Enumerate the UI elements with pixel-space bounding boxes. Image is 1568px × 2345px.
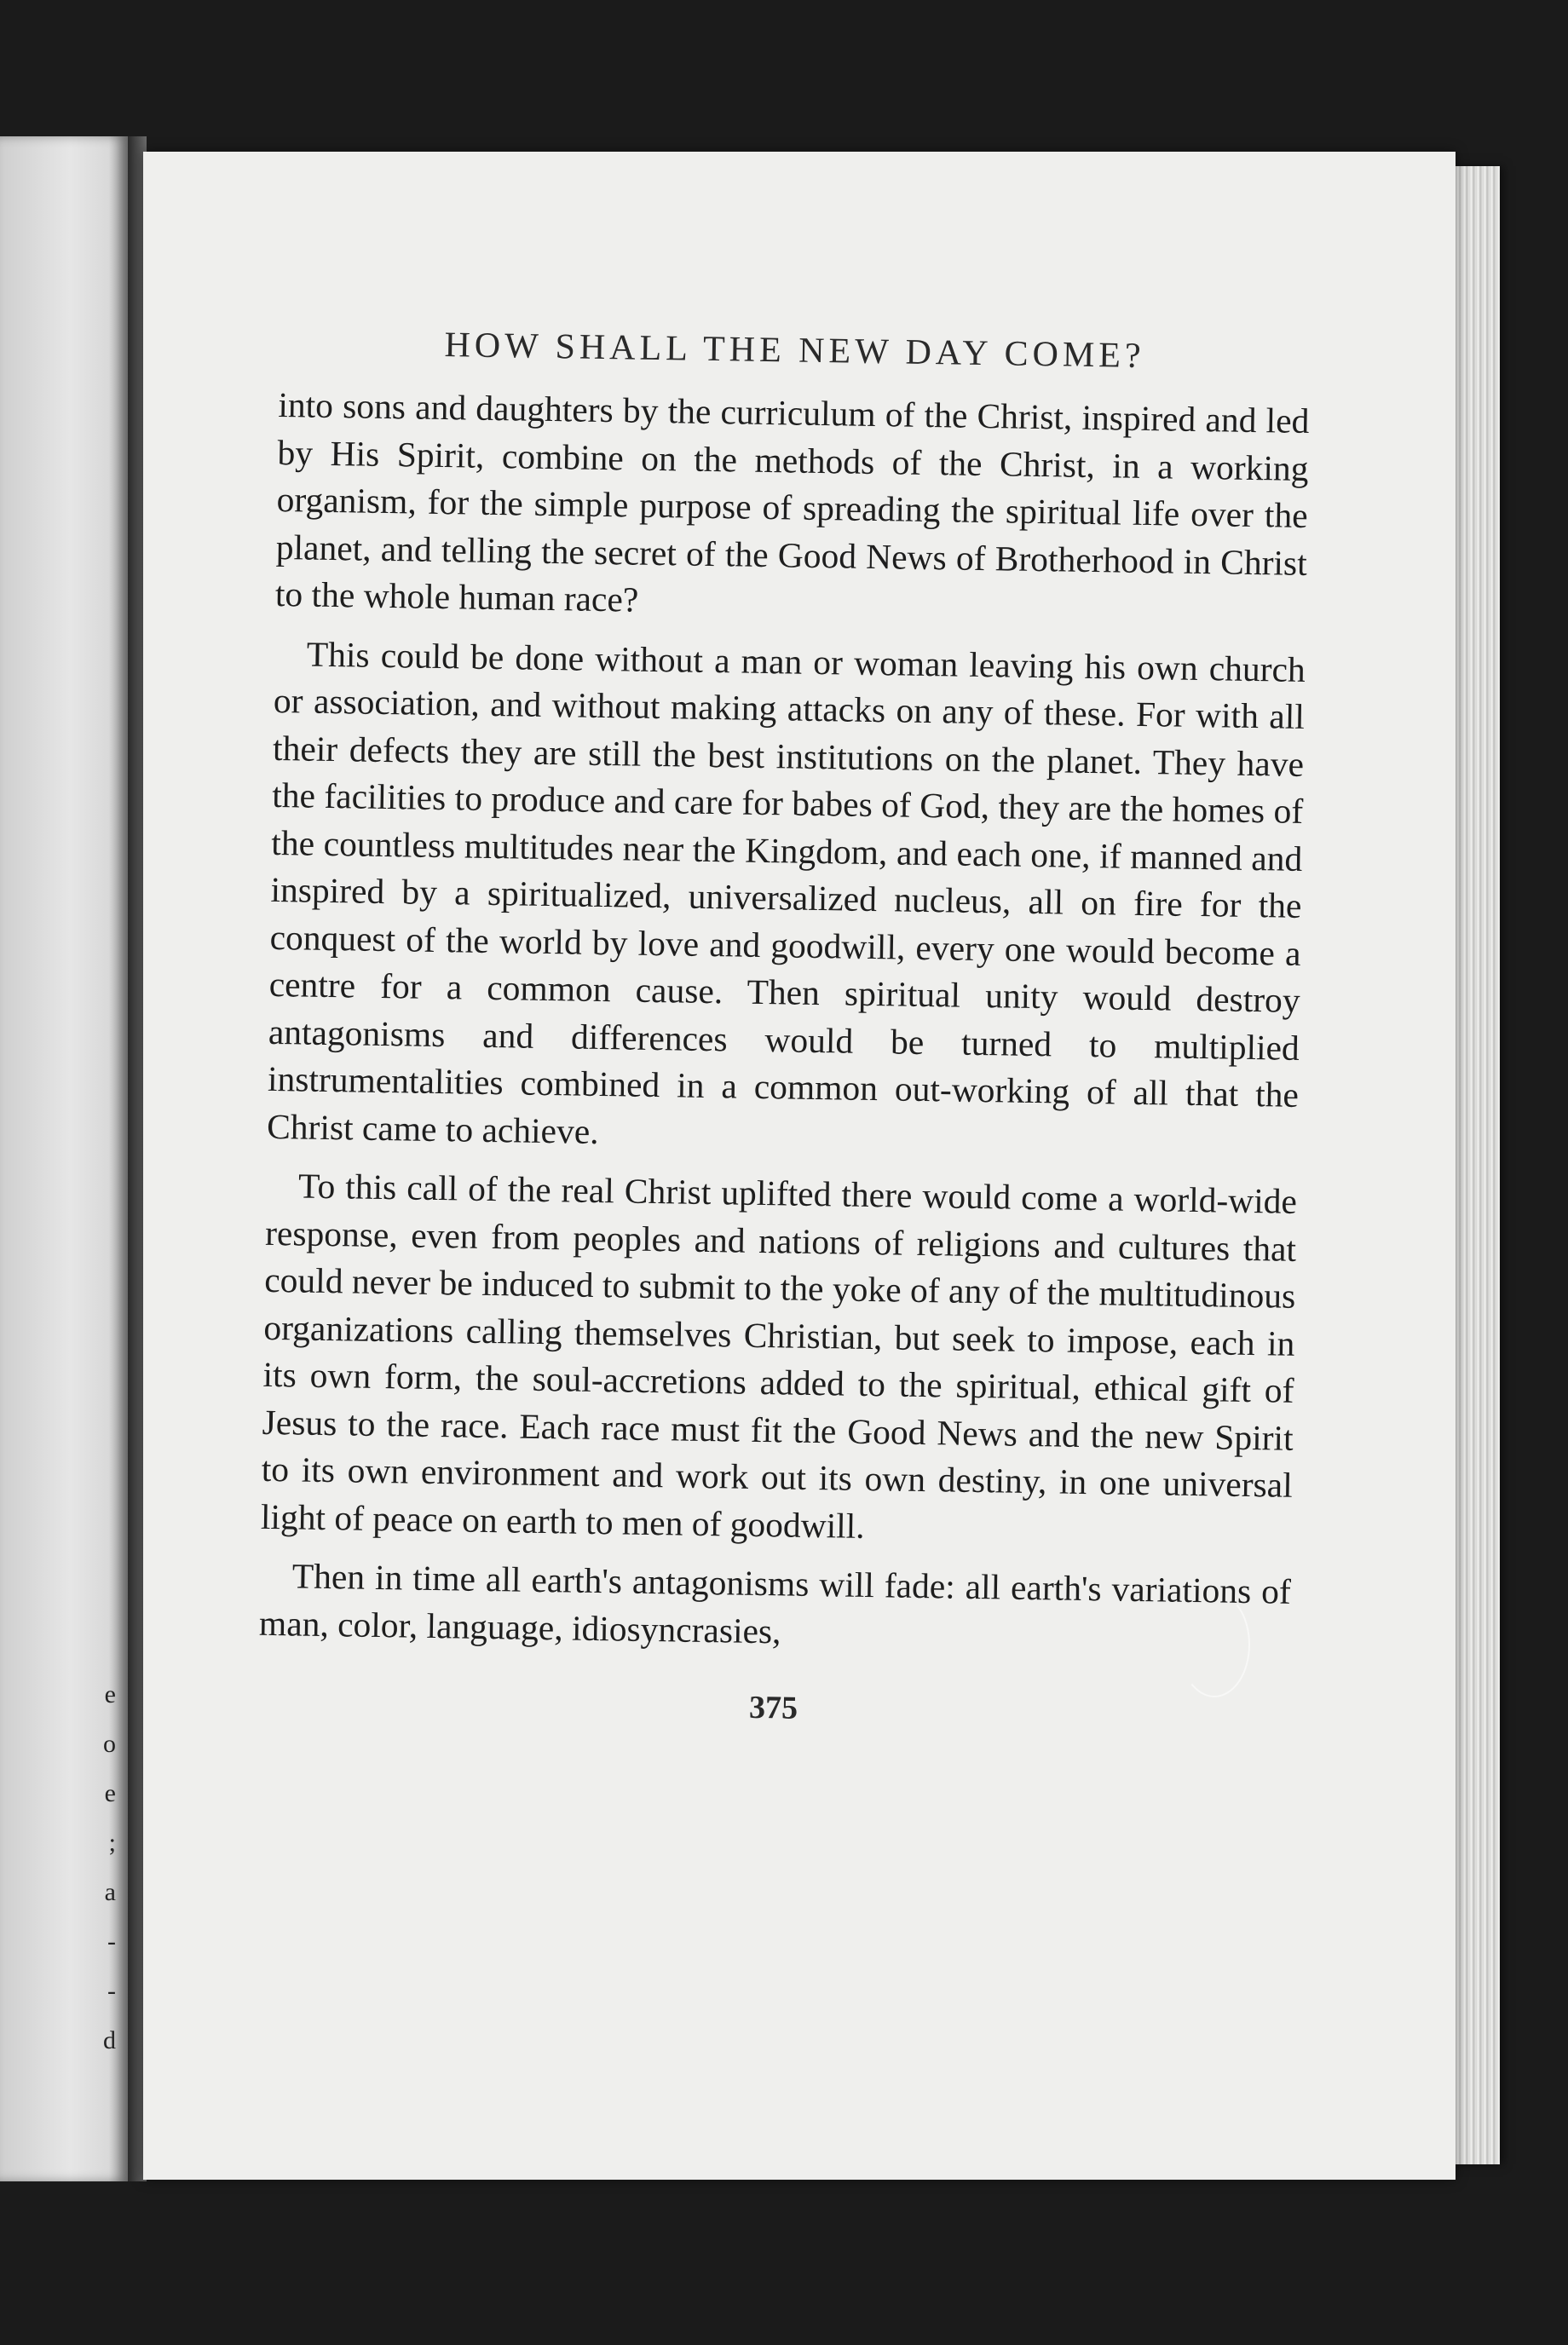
running-head: HOW SHALL THE NEW DAY COME? [444,326,1145,376]
margin-mark: - [107,1927,116,1956]
margin-mark: a [104,1878,116,1906]
margin-mark: e [104,1779,116,1807]
page-number: 375 [748,1689,798,1726]
margin-mark: e [104,1680,116,1708]
paragraph: This could be done without a man or woman leaving his own church or association, and without making attacks on any of these. For with all their defects they are still the best institutions on the planet. They have the facilities to produce and care for babes of God, they are the homes of the countless multitudes near the Kingdom, and each one, if manned and inspired by a spiritualized, universalized nucleus, all on fire for the conquest of the world by love and goodwill, every one would become a centre for a common cause. Then spiritual unity would destroy antagonisms and differences would be turned to multiplied instrumentalities combined in a common out-working of all that the Christ came to achieve. [266,634,1306,1151]
margin-mark: ; [108,1829,116,1857]
paragraph: Then in time all earth's antagonisms will fade: all earth's variations of man, color, language, idiosyncrasies, [258,1556,1292,1651]
facing-page-margin-marks [99,1670,116,2066]
page-content [257,322,1311,1735]
book-page [143,152,1456,2180]
margin-mark: - [107,1977,116,2005]
film-scratch-mark [1179,1592,1250,1697]
paragraph: into sons and daughters by the curriculum of the Christ, inspired and led by His Spirit, combine on the methods of the Christ, in a working organism, for the simple purpose of spreading the spiritual life over the planet, and telling the secret of the Good News of Brotherhood in Christ to the whole human race? [274,384,1310,619]
page-stack-edges [1449,166,1500,2164]
margin-mark: o [103,1730,116,1758]
margin-mark: d [103,2026,116,2054]
paragraph: To this call of the real Christ uplifted there would come a world-wide response, even from peoples and nations of religions and cultures that could never be induced to submit to the yoke of any of the multitudinous organizations calling themselves Christian, but seek to impose, each in its own form, the soul-accretions added to the spiritual, ethical gift of Jesus to the race. Each race must fit the Good News and the new Spirit to its own environment and work out its own destiny, in one universal light of peace on earth to men of goodwill. [260,1166,1298,1546]
facing-page-edge [0,136,128,2181]
